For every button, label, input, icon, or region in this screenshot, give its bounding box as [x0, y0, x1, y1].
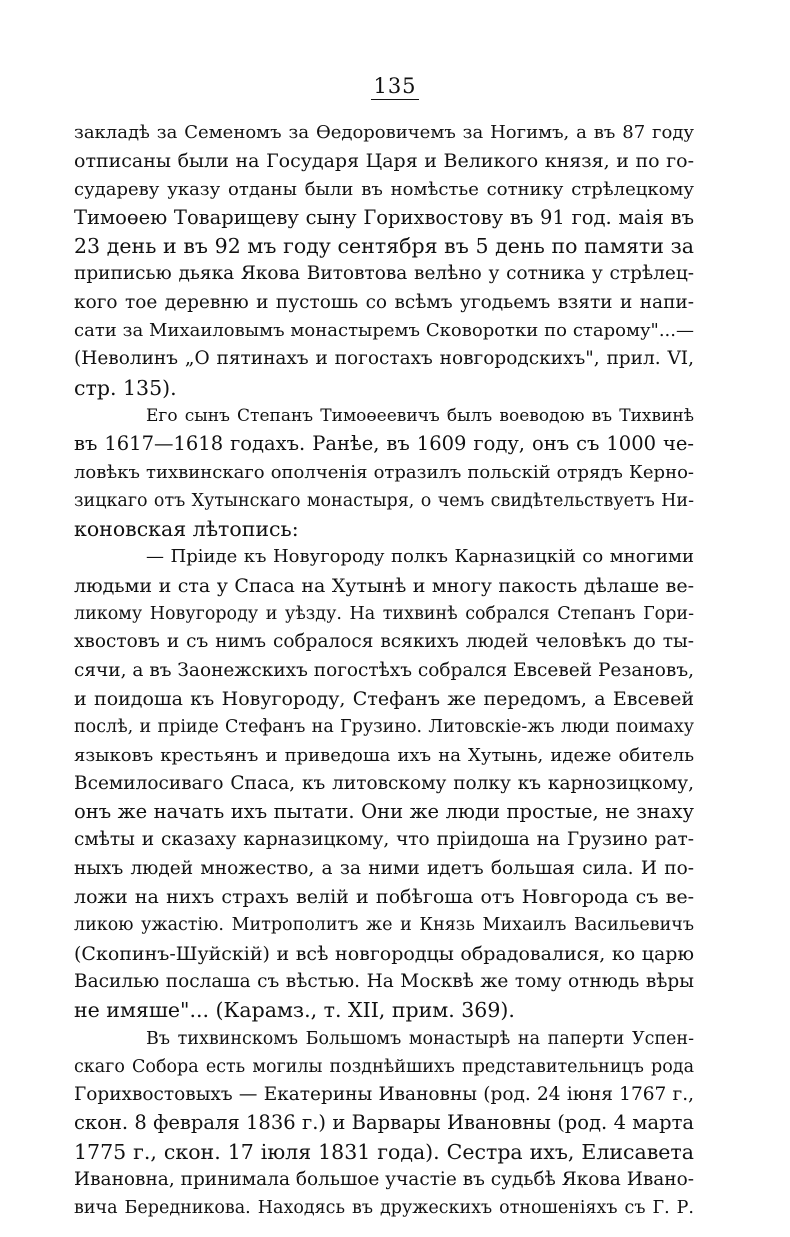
text-line: закладѣ за Семеномъ за Өедоровичемъ за Ногимъ, а въ 87 году [74, 122, 694, 143]
text-line: ловѣкъ тихвинскаго ополченія отразилъ польскій отрядъ Керно- [74, 461, 694, 483]
text-line: судареву указу отданы были въ номѣстье сотнику стрѣлецкому [74, 178, 694, 200]
text-line: 23 день и въ 92 мъ году сентября въ 5 день по памяти за [74, 234, 694, 259]
text-line: въ 1617—1618 годахъ. Ранѣе, въ 1609 году, онъ съ 1000 че- [74, 432, 694, 456]
text-line: Василью послаша съ вѣстью. На Москвѣ же тому отнюдь вѣры [74, 970, 694, 992]
text-line: (Скопинъ-Шуйскій) и всѣ новгородцы обрадовалися, ко царю [74, 942, 694, 965]
text-line: ликому Новугороду и уѣзду. На тихвинѣ собрался Степанъ Гори- [74, 604, 694, 625]
text-line: и поидоша къ Новугороду, Стефанъ же передомъ, а Евсевей [74, 687, 694, 710]
text-line: не имяше"... (Карамз., т. XII, прим. 369). [74, 998, 515, 1023]
text-line: скаго Собора есть могилы позднѣйшихъ представительницъ рода [74, 1056, 694, 1077]
text-line: отписаны были на Государя Царя и Великого князя, и по го- [74, 150, 694, 173]
body-text [74, 119, 694, 1223]
text-line: (Неволинъ „О пятинахъ и погостахъ новгородскихъ", прил. VI, [74, 348, 694, 370]
text-line: скон. 8 февраля 1836 г.) и Варвары Ивановны (род. 4 марта [74, 1111, 694, 1135]
text-line: ликою ужастію. Митрополитъ же и Князь Михаилъ Васильевичъ [74, 915, 694, 936]
text-line: ныхъ людей множество, а за ними идетъ большая сила. И по- [74, 857, 694, 879]
text-line: Горихвостовыхъ — Екатерины Ивановны (род. 24 іюня 1767 г., [74, 1084, 694, 1106]
text-line: смѣты и сказаху карназицкому, что пріидоша на Грузино рат- [74, 829, 694, 851]
page-number-text: 135 [373, 74, 417, 98]
text-line: зицкаго отъ Хутынскаго монастыря, о чемъ свидѣтельствуетъ Ни- [74, 490, 694, 511]
text-line: вича Бередникова. Находясь въ дружескихъ отношеніяхъ съ Г. Р. [74, 1198, 694, 1219]
text-line: сати за Михаиловымъ монастыремъ Сковоротки по старому"...— [74, 320, 694, 342]
text-line: людьми и ста у Спаса на Хутынѣ и многу пакость дѣлаше ве- [74, 574, 694, 597]
text-line: Всемилосиваго Спаса, къ литовскому полку къ карнозицкому, [74, 772, 694, 794]
text-line: онъ же начать ихъ пытати. Они же люди простые, не знаху [74, 800, 694, 824]
text-line: ложи на нихъ страхъ велій и побѣгоша отъ Новгорода съ ве- [74, 886, 694, 909]
text-line: хвостовъ и съ нимъ собралося всякихъ людей человѣкъ до ты- [74, 631, 694, 653]
text-line: Въ тихвинскомъ Большомъ монастырѣ на паперти Успен- [146, 1028, 694, 1049]
text-line: приписью дьяка Якова Витовтова велѣно у сотника у стрѣлец- [74, 263, 694, 285]
text-line: Тимоөею Товарищеву сыну Горихвостову въ 91 год. маія въ [74, 205, 694, 229]
text-line: кого тое деревню и пустошь со всѣмъ угодьемъ взяти и напи- [74, 291, 694, 313]
text-line: Ивановна, принимала большое участіе въ судьбѣ Якова Ивано- [74, 1168, 694, 1190]
text-line: — Пріиде къ Новугороду полкъ Карназицкій со многими [146, 546, 694, 568]
text-line: языковъ крестьянъ и приведоша ихъ на Хутынь, идеже обитель [74, 744, 694, 766]
text-line: стр. 135). [74, 375, 177, 400]
text-line: сячи, а въ Заонежскихъ погостѣхъ собрался Евсевей Резановъ, [74, 659, 694, 681]
text-line: послѣ, и пріиде Стефанъ на Грузино. Литовскіе-жъ люди поимаху [74, 717, 694, 738]
text-line: коновская лѣтопись: [74, 517, 299, 542]
text-line: 1775 г., скон. 17 іюля 1831 года). Сестра ихъ, Елисавета [74, 1139, 694, 1164]
page-number [0, 74, 790, 98]
text-line: Его сынъ Степанъ Тимоөеевичъ былъ воеводою въ Тихвинѣ [146, 405, 694, 426]
